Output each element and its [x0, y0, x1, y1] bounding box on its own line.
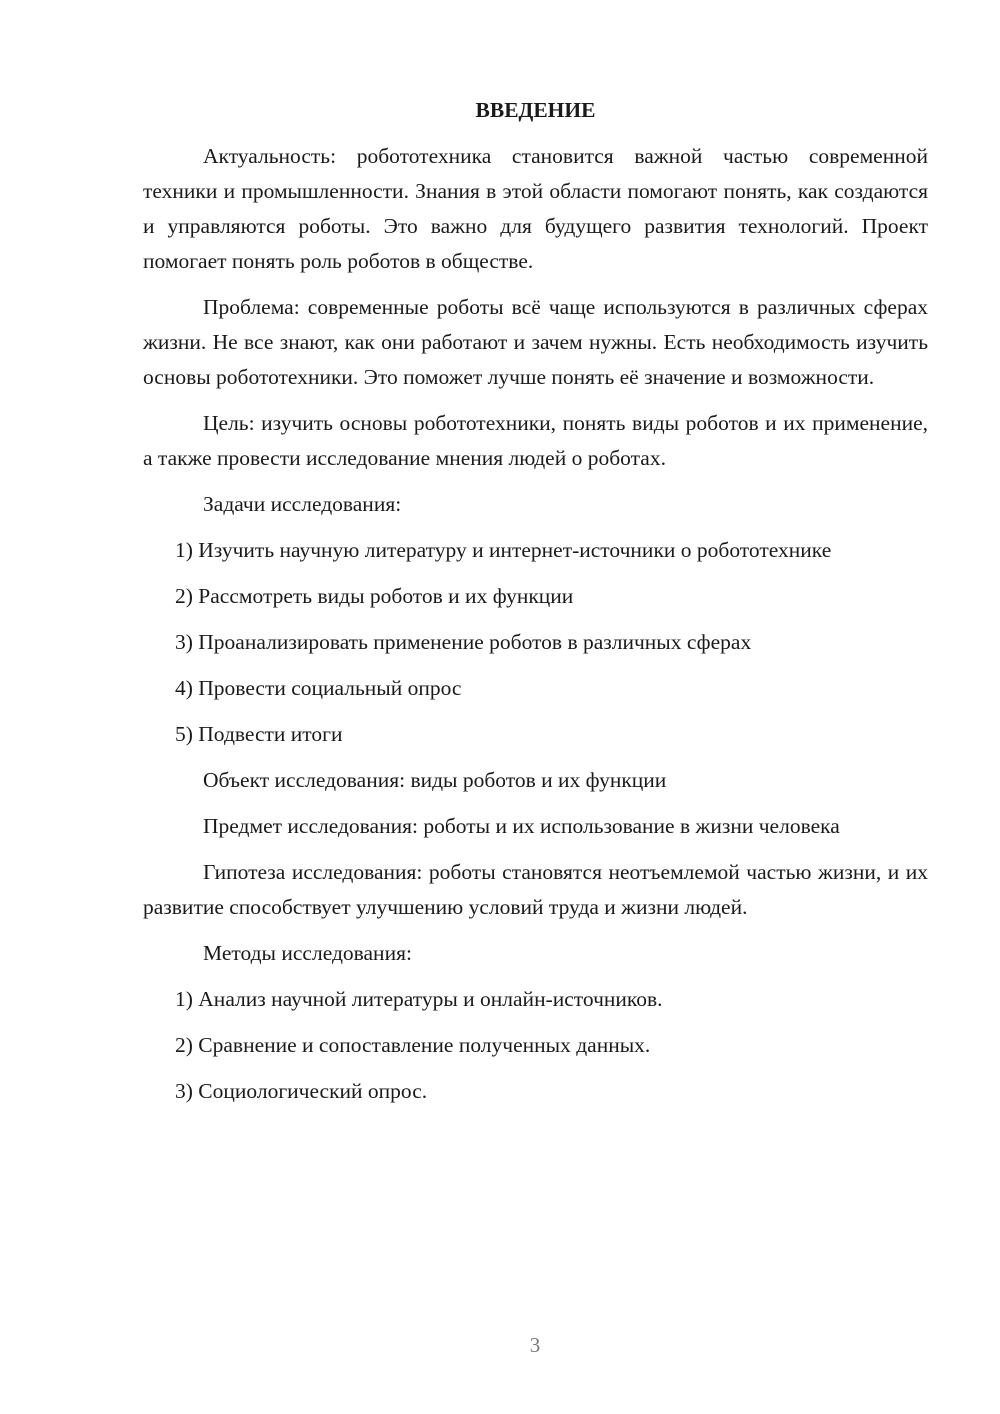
method-item: 2) Сравнение и сопоставление полученных данных.	[175, 1033, 651, 1057]
hypothesis-paragraph: Гипотеза исследования: роботы становятся неотъемлемой частью жизни, и их развитие способствует улучшению условий труда и жизни людей.	[143, 860, 928, 919]
subject-paragraph: Предмет исследования: роботы и их использование в жизни человека	[203, 814, 840, 838]
problem-paragraph: Проблема: современные роботы всё чаще используются в различных сферах жизни. Не все знают, как они работают и зачем нужны. Есть необходимость изучить основы робототехники. Это поможет лучше понять её значение и возможности.	[143, 295, 928, 389]
task-item: 2) Рассмотреть виды роботов и их функции	[175, 584, 574, 608]
methods-heading: Методы исследования:	[203, 941, 412, 965]
task-item: 3) Проанализировать применение роботов в различных сферах	[175, 630, 752, 654]
goal-paragraph: Цель: изучить основы робототехники, понять виды роботов и их применение, а также провести исследование мнения людей о роботах.	[143, 411, 928, 470]
document-body	[143, 93, 928, 1120]
method-item: 3) Социологический опрос.	[175, 1079, 428, 1103]
page-number: 3	[529, 1333, 541, 1357]
tasks-heading: Задачи исследования:	[203, 492, 402, 516]
task-item: 1) Изучить научную литературу и интернет-источники о робототехнике	[175, 538, 832, 562]
task-item: 4) Провести социальный опрос	[175, 676, 462, 700]
task-item: 5) Подвести итоги	[175, 722, 343, 746]
method-item: 1) Анализ научной литературы и онлайн-источников.	[175, 987, 663, 1011]
object-paragraph: Объект исследования: виды роботов и их функции	[203, 768, 667, 792]
section-title: ВВЕДЕНИЕ	[475, 98, 596, 122]
relevance-paragraph: Актуальность: робототехника становится важной частью современной техники и промышленности. Знания в этой области помогают понять, как создаются и управляются роботы. Это важно для будущего развития технологий. Проект помогает понять роль роботов в обществе.	[143, 144, 928, 273]
